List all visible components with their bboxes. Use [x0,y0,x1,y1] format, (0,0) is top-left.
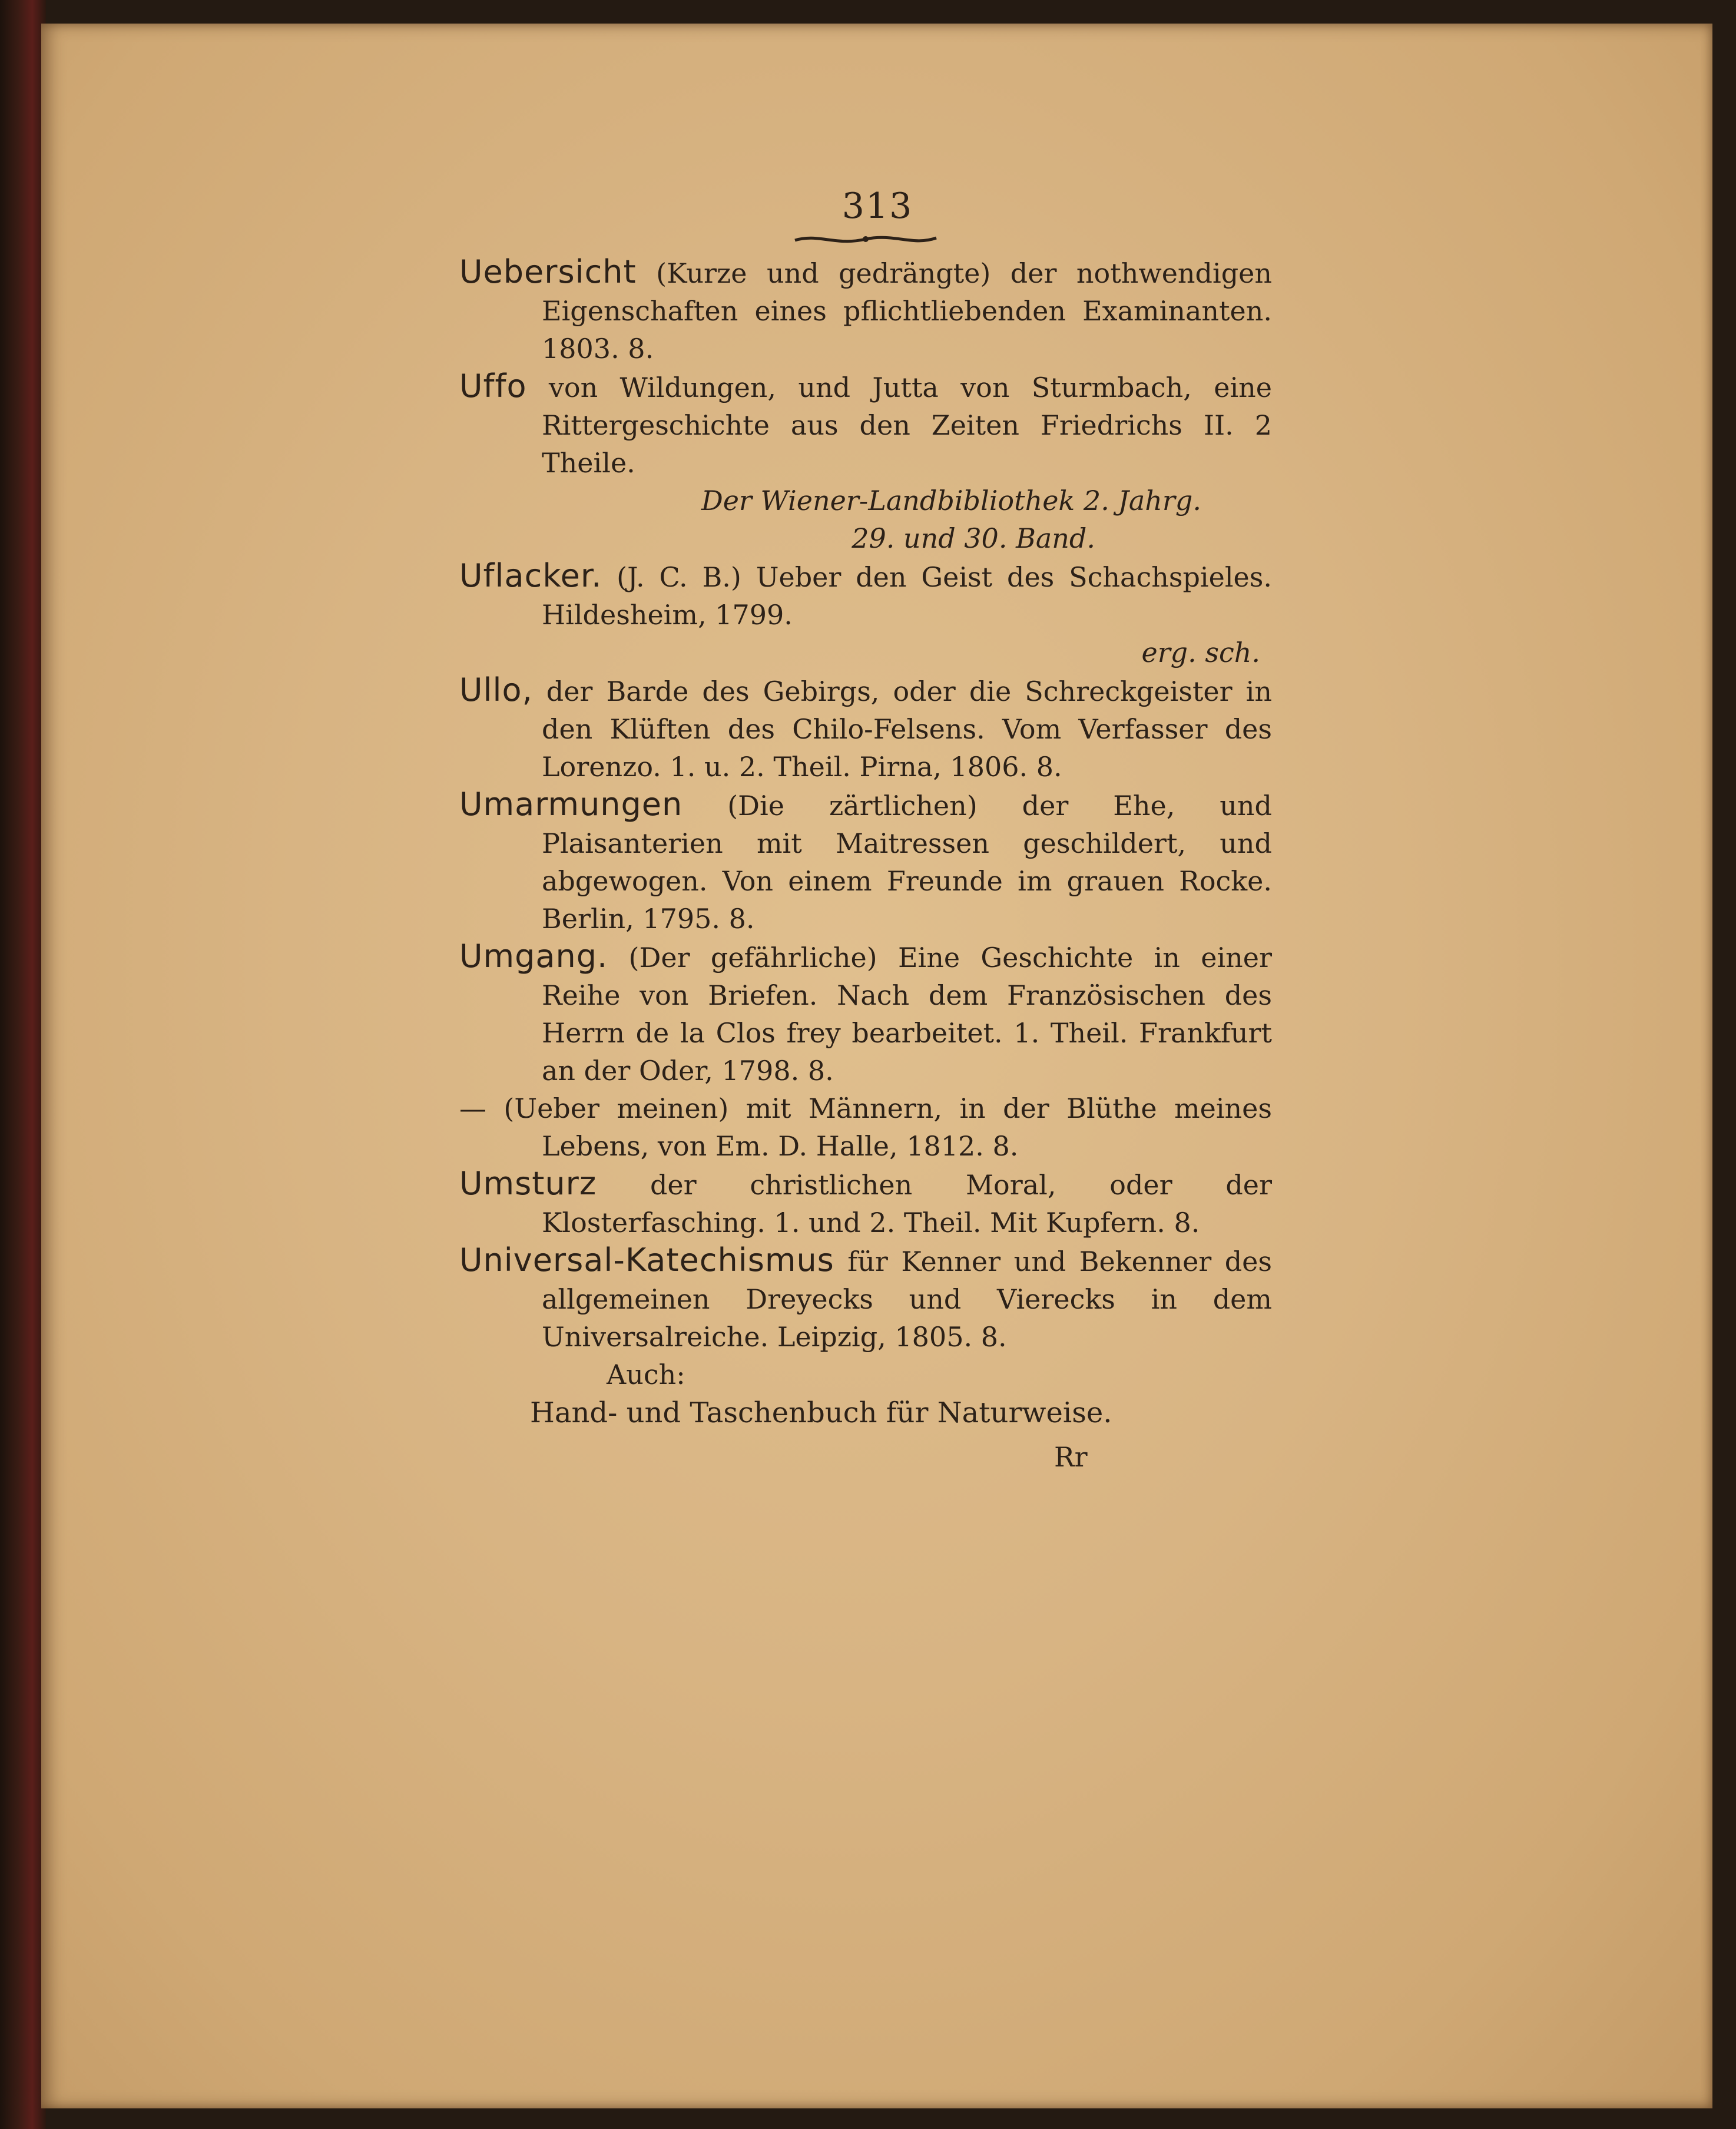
entry-text: (Die zärtlichen) der Ehe, und Plaisanterien mit Maitressen geschildert, und abgewogen. Von einem Freunde im grauen Rocke. Berlin, 1795. 8. [542,790,1272,935]
entry-text: für Kenner und Bekenner des allgemeinen Dreyecks und Vierecks in dem Universalreiche. Leipzig, 1805. 8. [542,1246,1272,1353]
also-title: Hand- und Taschenbuch für Naturweise. [530,1396,1112,1429]
page-number: 313 [842,186,913,227]
entry-text: (J. C. B.) Ueber den Geist des Schachspieles. Hildesheim, 1799. [542,561,1272,631]
page-content [459,183,1272,1476]
entry-text: (Ueber meinen) mit Männern, in der Blüthe meines Lebens, von Em. D. Halle, 1812. 8. [503,1092,1273,1162]
printer-signature: Rr [1054,1441,1088,1473]
entry-umsturz [459,1165,1272,1241]
entry-ullo [459,671,1272,786]
entry-head: Universal-Katechismus [459,1241,834,1279]
entry-text: von Wildungen, und Jutta von Sturmbach, eine Rittergeschichte aus den Zeiten Friedrichs II. 2 Theile. [542,372,1273,479]
entry-uffo [459,367,1272,482]
entry-text: (Der gefährliche) Eine Geschichte in einer Reihe von Briefen. Nach dem Französischen des Herrn de la Clos frey bearbeitet. 1. Theil. Frankfurt an der Oder, 1798. 8. [542,942,1272,1087]
entry-umgang-ueber-meinen [459,1090,1272,1165]
source-note: 29. und 30. Band. [852,522,1095,554]
entry-uflacker [459,557,1272,634]
entry-text: der Barde des Gebirgs, oder die Schreckgeister in den Klüften des Chilo-Felsens. Vom Verfasser des Lorenzo. 1. u. 2. Theil. Pirna, 1806. 8. [542,676,1272,783]
entry-dash: — [459,1092,486,1124]
entry-head: Ullo, [459,671,533,708]
also-label: Auch: [607,1359,685,1390]
entry-head: Umgang. [459,938,608,975]
source-note: Der Wiener-Landbibliothek 2. Jahrg. [701,485,1201,516]
source-note: erg. sch. [1141,637,1260,668]
entry-head: Uffo [459,367,527,405]
entry-umarmungen [459,786,1272,938]
entry-head: Umarmungen [459,786,683,823]
entry-text: der christlichen Moral, oder der Klosterfasching. 1. und 2. Theil. Mit Kupfern. 8. [542,1169,1272,1239]
entry-universal-katechismus [459,1241,1272,1356]
entry-uebersicht [459,253,1272,367]
book-page [41,24,1712,2108]
entry-text: (Kurze und gedrängte) der nothwendigen Eigenschaften eines pflichtliebenden Examinanten. 1803. 8. [542,257,1272,365]
entry-head: Umsturz [459,1165,597,1202]
ornament-rule-icon [789,230,942,247]
entry-head: Uflacker. [459,557,602,594]
book-spine [0,0,46,2129]
entry-umgang [459,938,1272,1090]
entry-head: Uebersicht [459,253,637,290]
